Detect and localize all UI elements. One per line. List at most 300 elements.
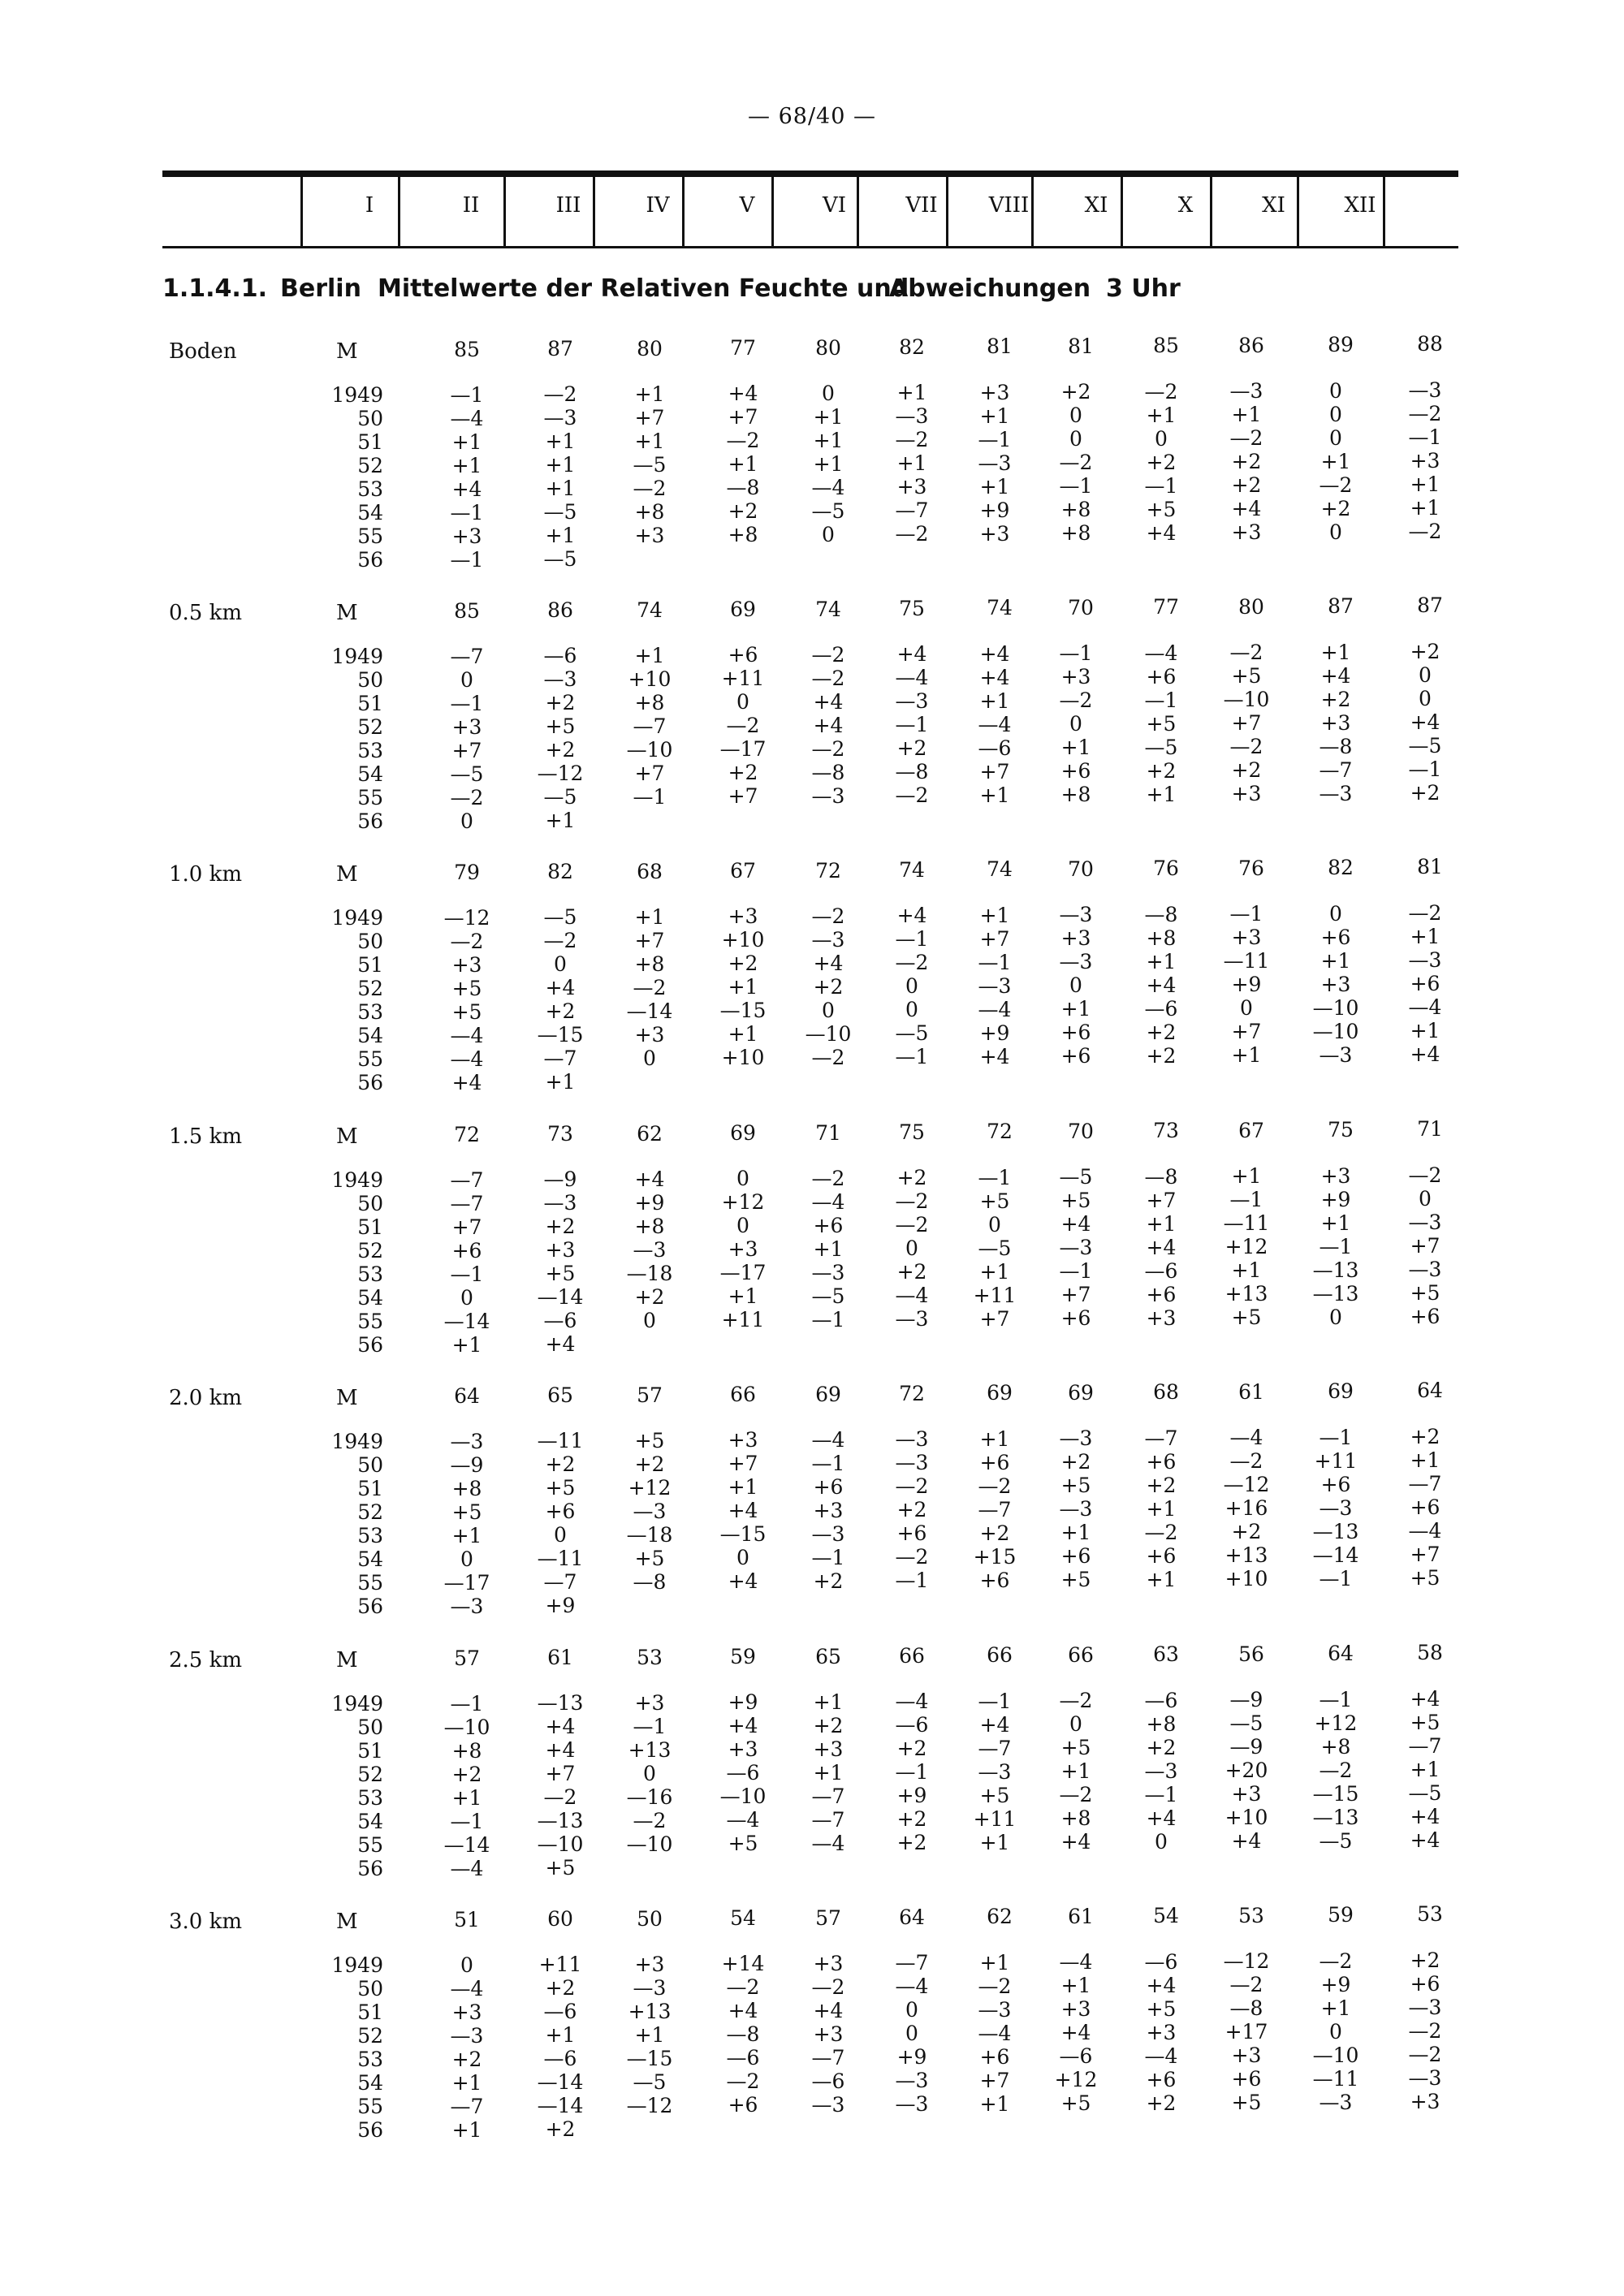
deviation-value: +8 [1320,1735,1351,1759]
deviation-value: —5 [450,762,484,786]
deviation-value: +1 [979,1260,1010,1284]
deviation-value: +5 [1060,1474,1091,1497]
deviation-value: +1 [979,1831,1010,1854]
deviation-value: 0 [736,1214,749,1237]
deviation-value: +5 [1410,1711,1440,1734]
deviation-value: +6 [1410,972,1440,995]
year-label: 55 [357,786,383,809]
deviation-value: 0 [1069,712,1082,736]
deviation-value: —1 [450,383,484,407]
level-label: 0.5 km [169,601,243,625]
deviation-value: +11 [538,1953,582,1976]
header-rule-bottom [162,246,1458,248]
deviation-value: +15 [973,1545,1017,1569]
mean-value: 76 [1238,857,1264,880]
deviation-value: +4 [451,1071,482,1094]
deviation-value: +4 [1146,1974,1177,1997]
deviation-value: —5 [978,1236,1012,1260]
mean-value: 63 [1153,1642,1179,1666]
deviation-value: +6 [1060,1044,1091,1068]
deviation-value: —1 [1319,1426,1353,1449]
mean-label: M [336,1910,358,1934]
year-label: 54 [357,1810,383,1833]
mean-value: 66 [730,1383,756,1406]
deviation-value: —5 [811,1284,845,1308]
deviation-value: +4 [451,477,482,501]
deviation-value: 0 [822,999,835,1022]
year-label: 54 [357,2071,383,2095]
month-header-8: VIII [988,193,1030,218]
deviation-value: +1 [979,475,1010,498]
deviation-value: +1 [979,404,1010,428]
mean-value: 61 [547,1646,573,1669]
deviation-value: —1 [895,1760,929,1784]
deviation-value: +5 [1231,2091,1262,2114]
deviation-value: +1 [1231,1164,1262,1188]
month-header-2: II [462,193,480,218]
mean-value: 77 [730,336,756,360]
deviation-value: —2 [633,1809,667,1832]
deviation-value: —6 [1144,997,1178,1021]
year-label: 55 [357,1833,383,1857]
deviation-value: —3 [1408,378,1442,402]
mean-value: 72 [454,1123,480,1146]
deviation-value: —10 [1223,688,1270,711]
deviation-value: +4 [896,904,927,927]
deviation-value: —10 [1312,1020,1359,1043]
mean-value: 64 [454,1384,480,1408]
deviation-value: +2 [1060,1450,1091,1474]
mean-value: 85 [454,338,480,361]
deviation-value: —3 [543,1191,577,1215]
title-time: 3 Uhr [1106,274,1181,303]
deviation-value: +16 [1224,1496,1268,1520]
deviation-value: +8 [728,523,758,546]
deviation-value: 0 [1069,404,1082,427]
mean-value: 73 [547,1122,573,1146]
deviation-value: +3 [1060,926,1091,950]
deviation-value: —1 [1408,425,1442,449]
deviation-value: —3 [1408,2066,1442,2090]
mean-value: 75 [899,1120,925,1144]
mean-value: 59 [1328,1903,1354,1927]
deviation-value: +1 [813,1690,844,1714]
mean-value: 58 [1417,1641,1443,1664]
year-label: 54 [357,762,383,786]
deviation-value: +1 [979,1951,1010,1974]
deviation-value: —13 [537,1691,584,1715]
deviation-value: +4 [896,642,927,666]
deviation-value: +5 [545,714,576,738]
deviation-value: —2 [895,428,929,451]
deviation-value: +1 [451,2118,482,2142]
deviation-value: —3 [450,2024,484,2048]
year-label: 53 [357,1262,383,1286]
deviation-value: +8 [1146,1712,1177,1736]
month-header-3: III [555,193,581,218]
deviation-value: —4 [450,407,484,430]
deviation-value: +3 [813,1952,844,1975]
deviation-value: +2 [545,738,576,762]
mean-value: 53 [637,1646,663,1669]
deviation-value: —1 [1144,1783,1178,1806]
deviation-value: +1 [813,1761,844,1785]
deviation-value: —2 [1408,901,1442,925]
deviation-value: —3 [1319,1496,1353,1520]
deviation-value: +3 [451,715,482,739]
deviation-value: —2 [811,737,845,761]
deviation-value: —3 [1319,2091,1353,2114]
year-label: 52 [357,1500,383,1524]
deviation-value: +7 [634,762,665,785]
deviation-value: —4 [895,1974,929,1998]
deviation-value: —3 [543,406,577,429]
deviation-value: +3 [634,1953,665,1976]
deviation-value: +3 [634,524,665,547]
deviation-value: 0 [460,668,473,692]
deviation-value: +8 [1146,926,1177,950]
deviation-value: +6 [1146,1283,1177,1306]
deviation-value: +3 [1231,520,1262,544]
deviation-value: 0 [1329,426,1342,450]
deviation-value: +7 [1146,1189,1177,1212]
deviation-value: —14 [537,2094,584,2117]
level-label: 2.5 km [169,1648,243,1672]
deviation-value: +1 [1410,473,1440,496]
month-header-1: I [365,193,374,218]
deviation-value: +2 [545,1215,576,1238]
deviation-value: —10 [1312,2044,1359,2067]
deviation-value: —4 [1144,2044,1178,2068]
deviation-value: —1 [895,927,929,951]
mean-value: 82 [899,335,925,359]
deviation-value: +2 [1410,781,1440,805]
year-label: 50 [357,407,383,430]
year-label: 50 [357,930,383,953]
deviation-value: —10 [719,1785,767,1808]
deviation-value: —5 [1229,1711,1263,1735]
deviation-value: +1 [896,451,927,475]
deviation-value: —8 [1144,1165,1178,1189]
deviation-value: —1 [1229,1188,1263,1211]
deviation-value: —11 [537,1547,584,1570]
deviation-value: —2 [1408,402,1442,425]
deviation-value: —4 [895,1284,929,1307]
deviation-value: —1 [1229,902,1263,926]
deviation-value: —2 [450,930,484,953]
deviation-value: +4 [1231,1829,1262,1853]
deviation-value: —8 [726,476,760,499]
deviation-value: +17 [1224,2020,1268,2044]
deviation-value: +6 [813,1214,844,1237]
deviation-value: +1 [1060,1521,1091,1544]
deviation-value: —11 [1312,2067,1359,2091]
deviation-value: —3 [811,1522,845,1546]
deviation-value: —2 [1059,1783,1093,1806]
deviation-value: +6 [1320,1473,1351,1496]
deviation-value: +5 [1231,664,1262,688]
deviation-value: +1 [1060,1759,1091,1783]
deviation-value: +14 [721,1952,765,1975]
deviation-value: —17 [719,1261,767,1284]
deviation-value: —1 [811,1452,845,1475]
year-label: 54 [357,501,383,524]
deviation-value: —2 [1059,451,1093,474]
deviation-value: —3 [895,689,929,713]
deviation-value: —12 [1223,1949,1270,1973]
deviation-value: —2 [543,929,577,952]
mean-value: 69 [1068,1381,1094,1405]
deviation-value: +1 [1146,1212,1177,1236]
deviation-value: +3 [1060,665,1091,688]
deviation-value: —3 [1144,1759,1178,1783]
deviation-value: +1 [545,809,576,832]
deviation-value: —3 [450,1430,484,1453]
deviation-value: +6 [1231,2067,1262,2091]
deviation-value: +20 [1224,1759,1268,1782]
mean-value: 88 [1417,332,1443,356]
deviation-value: —4 [1408,995,1442,1019]
deviation-value: +1 [979,783,1010,807]
mean-value: 62 [637,1122,663,1146]
deviation-value: +9 [1320,1973,1351,1996]
deviation-value: 0 [736,1546,749,1569]
deviation-value: —7 [1408,1734,1442,1758]
deviation-value: —6 [543,1309,577,1332]
deviation-value: —9 [543,1167,577,1191]
mean-value: 85 [454,599,480,623]
deviation-value: —6 [726,2046,760,2069]
deviation-value: —9 [450,1453,484,1477]
deviation-value: +2 [1320,688,1351,711]
month-header-5: V [739,193,755,218]
mean-value: 66 [987,1643,1013,1667]
deviation-value: +12 [1054,2068,1098,2091]
deviation-value: +1 [979,2092,1010,2116]
year-label: 53 [357,1000,383,1024]
deviation-value: +1 [1060,1974,1091,1997]
deviation-value: —3 [1319,1043,1353,1067]
deviation-value: —2 [811,667,845,690]
deviation-value: —1 [1059,474,1093,498]
deviation-value: +1 [979,1427,1010,1451]
deviation-value: +4 [634,1167,665,1191]
deviation-value: +2 [896,1498,927,1521]
deviation-value: 0 [822,382,835,405]
month-header-4: IV [646,193,670,218]
mean-value: 74 [987,596,1013,619]
deviation-value: +4 [1060,1212,1091,1236]
deviation-value: —5 [633,453,667,477]
deviation-value: —3 [450,1595,484,1618]
deviation-value: 0 [460,1547,473,1571]
deviation-value: —1 [978,1690,1012,1713]
deviation-value: —1 [633,785,667,809]
deviation-value: +1 [545,453,576,477]
year-label: 53 [357,1524,383,1547]
deviation-value: —1 [1144,474,1178,498]
deviation-value: +4 [728,1499,758,1522]
mean-value: 64 [899,1905,925,1929]
deviation-value: —3 [811,1261,845,1284]
title-abweichungen: Abweichungen [889,274,1091,303]
year-label: 56 [357,548,383,572]
deviation-value: —7 [1144,1426,1178,1450]
deviation-value: +2 [1146,1736,1177,1759]
mean-value: 73 [1153,1119,1179,1142]
deviation-value: —2 [1319,473,1353,497]
deviation-value: +9 [979,498,1010,522]
deviation-value: —3 [1408,1211,1442,1234]
mean-value: 69 [1328,1379,1354,1403]
deviation-value: —2 [450,786,484,809]
deviation-value: —3 [1059,1426,1093,1450]
deviation-value: —3 [895,404,929,428]
deviation-value: —4 [811,1428,845,1452]
deviation-value: —1 [895,713,929,736]
deviation-value: 0 [1419,663,1432,687]
deviation-value: +1 [1410,1448,1440,1472]
deviation-value: +3 [813,1499,844,1522]
deviation-value: +5 [1060,2091,1091,2115]
deviation-value: +7 [1231,1020,1262,1043]
year-label: 1949 [331,1430,383,1453]
level-label: 3.0 km [169,1910,243,1934]
mean-value: 85 [1153,334,1179,357]
deviation-value: —3 [1059,903,1093,926]
deviation-value: 0 [1329,403,1342,426]
deviation-value: 0 [1419,1187,1432,1211]
deviation-value: +1 [545,429,576,453]
deviation-value: +8 [1060,1806,1091,1830]
deviation-value: +6 [451,1239,482,1262]
deviation-value: +7 [979,2069,1010,2092]
mean-value: 53 [1417,1902,1443,1926]
deviation-value: +5 [1146,1997,1177,2021]
deviation-value: +1 [1146,1497,1177,1521]
deviation-value: +3 [451,524,482,548]
deviation-value: 0 [1069,973,1082,997]
mean-label: M [336,1386,358,1410]
deviation-value: —4 [978,713,1012,736]
deviation-value: —2 [726,1975,760,1999]
deviation-value: —2 [978,1974,1012,1998]
year-label: 1949 [331,1692,383,1716]
title-city: Berlin [280,274,361,303]
deviation-value: —4 [895,1690,929,1713]
deviation-value: +3 [1320,1164,1351,1188]
mean-value: 81 [987,334,1013,358]
deviation-value: +2 [1320,497,1351,520]
deviation-value: +8 [634,500,665,524]
year-label: 56 [357,809,383,833]
deviation-value: —7 [895,498,929,522]
deviation-value: +3 [1320,711,1351,735]
deviation-value: —3 [895,1451,929,1474]
deviation-value: +7 [1060,1283,1091,1306]
deviation-value: +4 [1146,521,1177,545]
deviation-value: —6 [543,2000,577,2023]
deviation-value: —11 [537,1429,584,1452]
deviation-value: —14 [1312,1543,1359,1567]
deviation-value: —5 [543,785,577,809]
deviation-value: —2 [1319,1759,1353,1782]
deviation-value: —3 [811,2093,845,2117]
year-label: 50 [357,1453,383,1477]
deviation-value: +2 [896,1831,927,1854]
mean-value: 74 [899,858,925,882]
deviation-value: —10 [626,1832,673,1856]
deviation-value: +2 [728,952,758,975]
deviation-value: —2 [726,714,760,737]
deviation-value: +1 [1231,403,1262,426]
deviation-value: —10 [537,1832,584,1856]
deviation-value: —10 [443,1716,490,1739]
year-label: 52 [357,977,383,1000]
deviation-value: +3 [634,1023,665,1047]
deviation-value: —5 [1144,736,1178,759]
deviation-value: —6 [895,1713,929,1737]
mean-value: 75 [1328,1118,1354,1142]
deviation-value: +2 [813,975,844,999]
mean-value: 71 [815,1121,841,1145]
deviation-value: +4 [728,382,758,405]
deviation-value: —5 [543,500,577,524]
deviation-value: —13 [1312,1282,1359,1306]
deviation-value: +5 [1060,1736,1091,1759]
level-label: Boden [169,339,237,364]
deviation-value: —7 [1319,758,1353,782]
deviation-value: —6 [978,736,1012,760]
year-label: 53 [357,739,383,762]
month-header-12: XII [1344,193,1376,218]
deviation-value: +7 [1410,1543,1440,1566]
deviation-value: —2 [1144,380,1178,404]
deviation-value: —7 [450,645,484,668]
deviation-value: +5 [1146,498,1177,521]
deviation-value: —12 [626,2094,673,2117]
deviation-value: +6 [1060,1544,1091,1568]
deviation-value: +2 [1410,1425,1440,1448]
deviation-value: 0 [1069,1712,1082,1736]
deviation-value: —2 [895,951,929,974]
mean-label: M [336,862,358,887]
deviation-value: +4 [728,1569,758,1593]
deviation-value: +5 [1060,1568,1091,1591]
deviation-value: +8 [1060,783,1091,806]
deviation-value: +7 [728,784,758,808]
deviation-value: +2 [545,2117,576,2141]
deviation-value: +6 [813,1475,844,1499]
deviation-value: —5 [895,1021,929,1045]
deviation-value: —13 [1312,1258,1359,1282]
deviation-value: —2 [1229,426,1263,450]
deviation-value: —3 [978,451,1012,475]
deviation-value: +6 [1146,665,1177,688]
deviation-value: —2 [811,1975,845,1999]
deviation-value: +1 [451,1524,482,1547]
deviation-value: +2 [634,1452,665,1476]
deviation-value: —10 [626,738,673,762]
deviation-value: —1 [1319,1688,1353,1711]
deviation-value: +3 [451,953,482,977]
deviation-value: —1 [978,951,1012,974]
deviation-value: +6 [728,2093,758,2117]
deviation-value: —5 [633,2070,667,2094]
deviation-value: +9 [1231,973,1262,996]
deviation-value: 0 [1155,1830,1168,1854]
deviation-value: —9 [1229,1735,1263,1759]
